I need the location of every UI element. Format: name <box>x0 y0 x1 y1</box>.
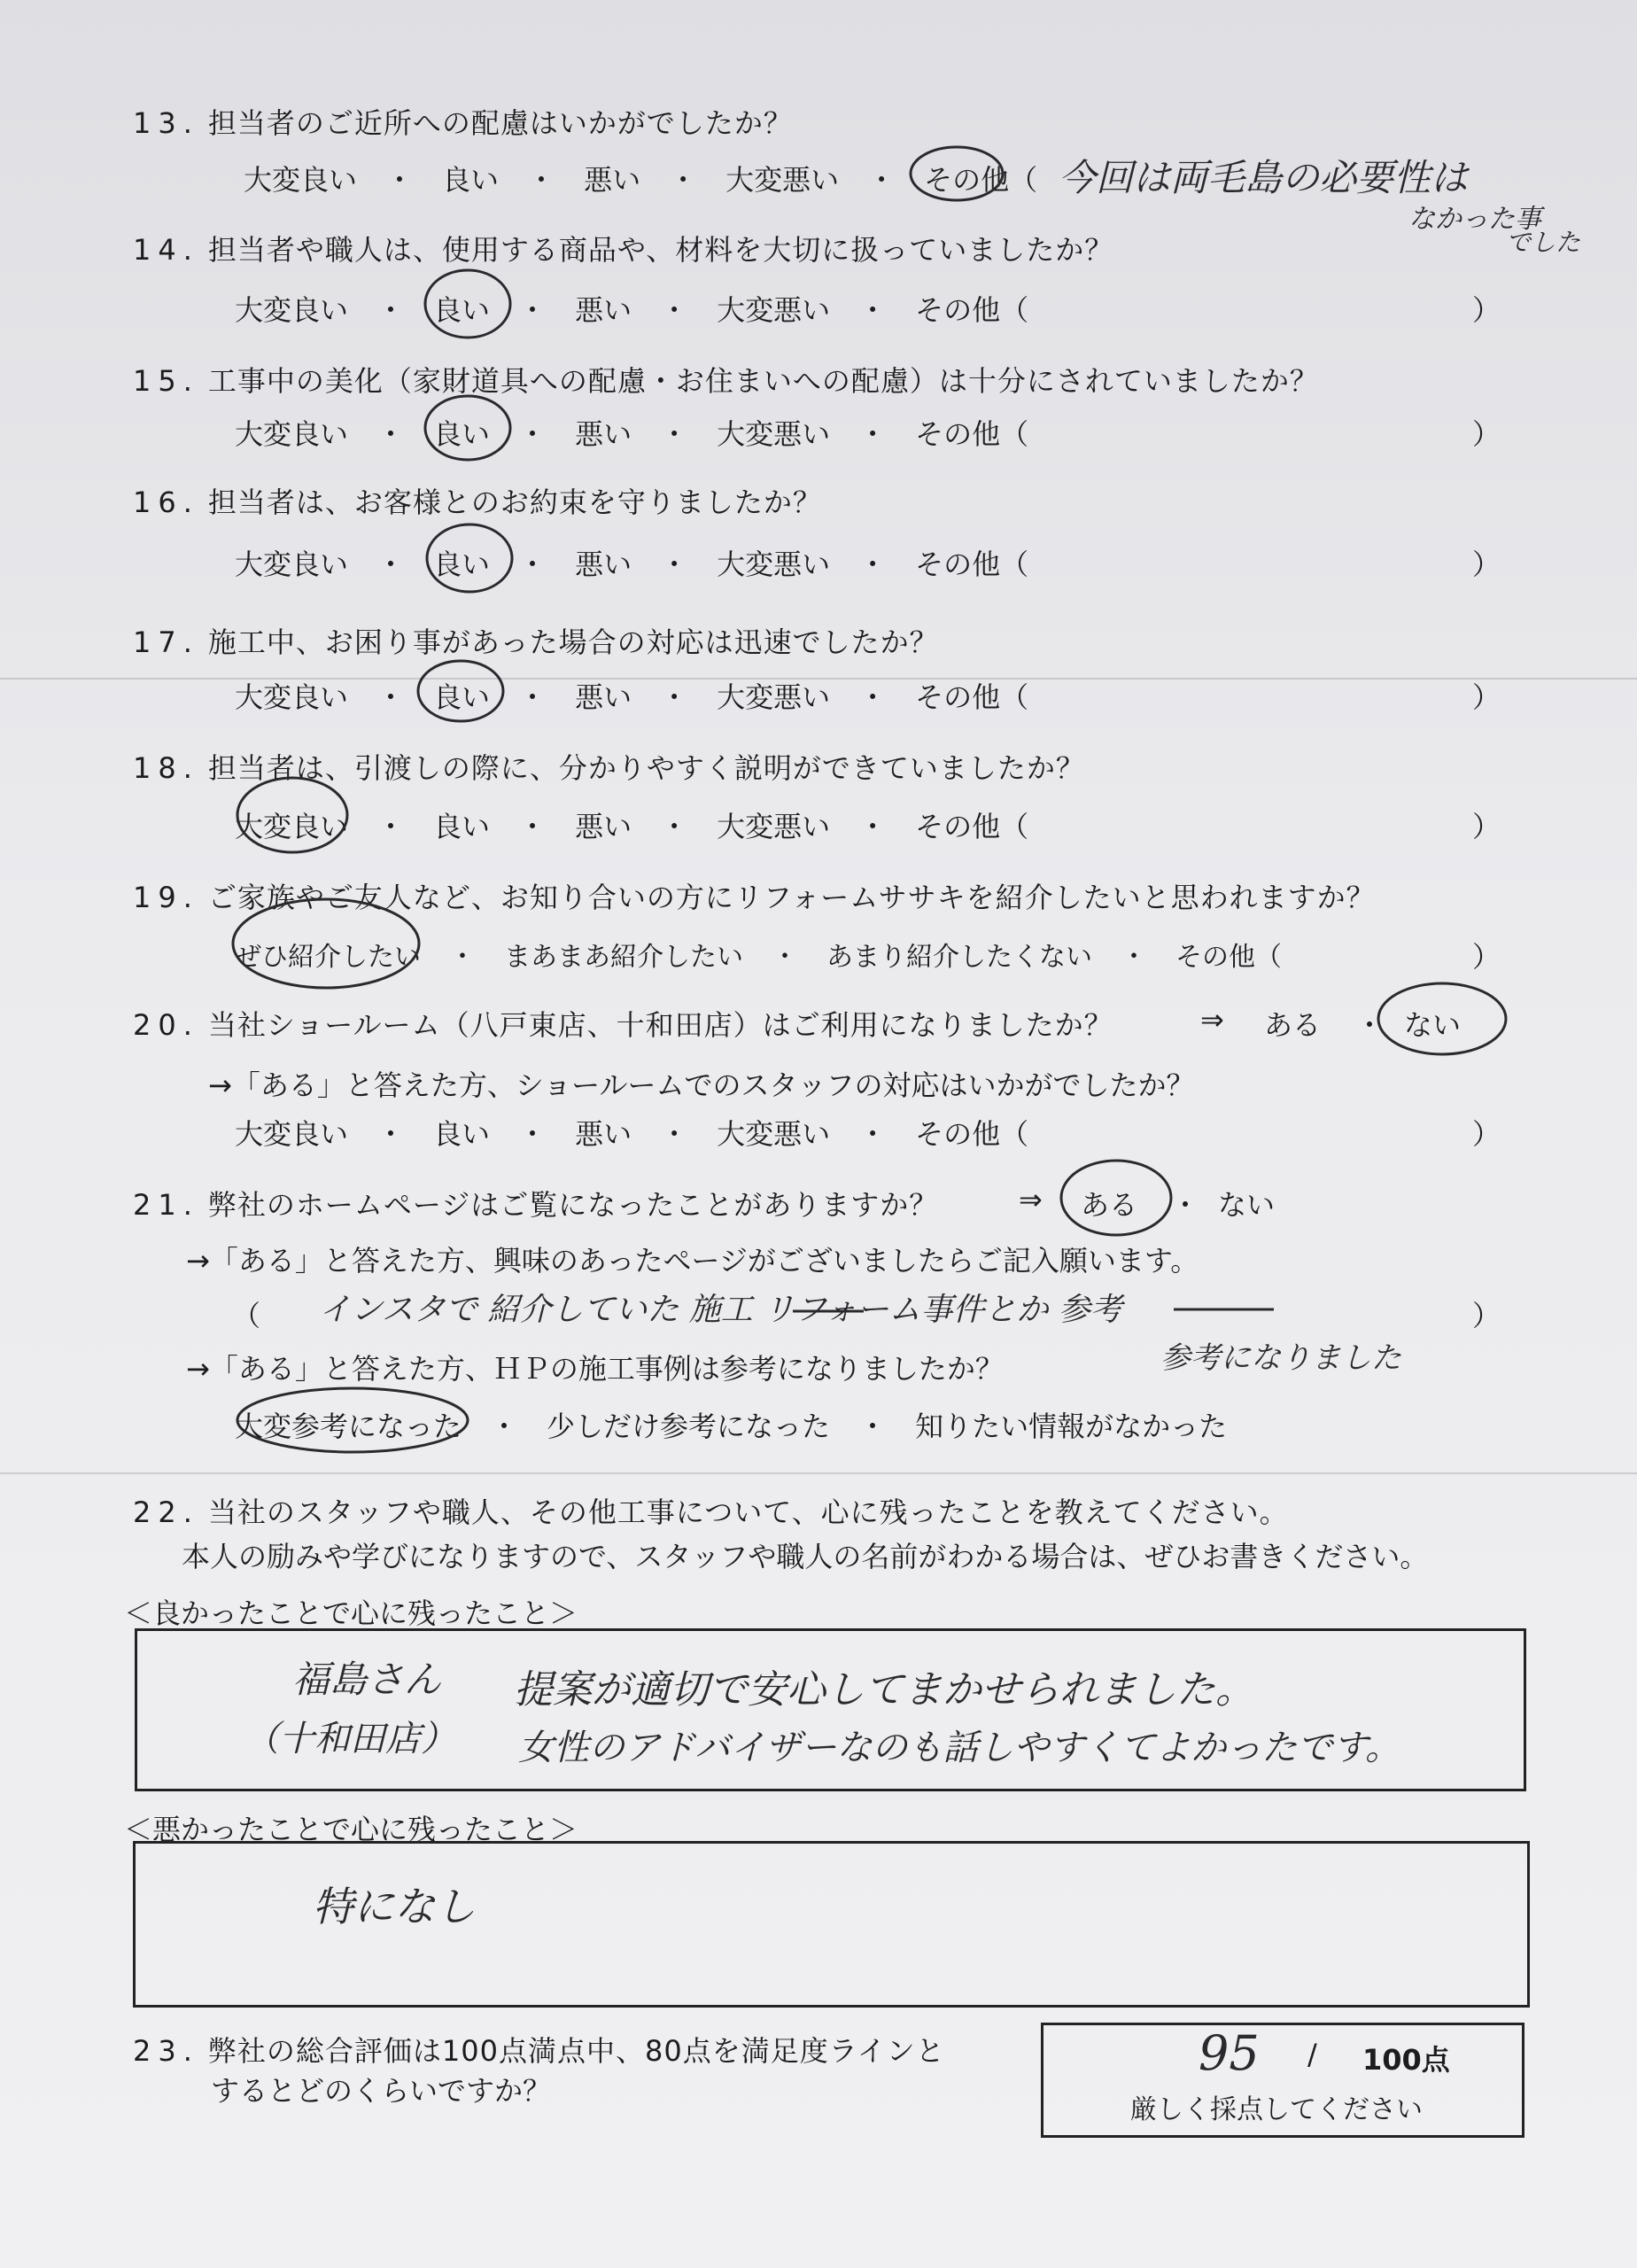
option-good[interactable]: 良い <box>442 163 500 197</box>
separator: ・ <box>660 810 689 843</box>
option-very-good[interactable]: 大変良い <box>235 548 349 581</box>
question-21 <box>133 1183 938 1223</box>
separator: ・ <box>518 548 547 581</box>
option-other[interactable]: その他（ <box>915 680 1029 714</box>
separator: ・ <box>858 1410 888 1443</box>
q21-option-yes[interactable]: ある <box>1081 1188 1138 1222</box>
good-comment-line-2: 女性のアドバイザーなのも話しやすくてよかったです。 <box>518 1728 1400 1768</box>
bad-comments-label: ＜悪かったことで心に残ったこと＞ <box>124 1813 578 1846</box>
question-text: 施工中、お困り事があった場合の対応は迅速でしたか？ <box>207 625 939 659</box>
score-note: 厳しく採点してください <box>1130 2094 1423 2125</box>
separator: ・ <box>449 942 476 973</box>
option-very-good[interactable]: 大変良い <box>244 163 358 197</box>
separator: ・ <box>1171 1188 1200 1222</box>
q21-option-no[interactable]: ない <box>1218 1188 1276 1222</box>
option-other[interactable]: その他（ <box>915 548 1029 581</box>
separator: ・ <box>858 810 888 843</box>
q17-options <box>235 675 1028 716</box>
question-14 <box>133 228 1113 268</box>
question-text: 弊社のホームページはご覧になったことがありますか？ <box>207 1188 939 1222</box>
option-bad[interactable]: 悪い <box>575 417 632 451</box>
separator: ・ <box>385 163 415 197</box>
option-slightly-helpful[interactable]: 少しだけ参考になった <box>547 1410 831 1443</box>
question-text: 担当者は、引渡しの際に、分かりやすく説明ができていましたか？ <box>207 751 1085 785</box>
q20-arrow: ⇒ <box>1200 1003 1224 1037</box>
question-15 <box>133 359 1319 400</box>
good-comment-line-1: 提案が適切で安心してまかせられました。 <box>514 1667 1254 1713</box>
separator: ・ <box>376 548 406 581</box>
q22-instruction-text: 本人の励みや学びになりますので、スタッフや職人の名前がわかる場合は、ぜひお書きください。 <box>182 1540 1429 1573</box>
q20-option-yes[interactable]: ある <box>1264 1008 1322 1042</box>
option-other[interactable]: その他（ <box>915 810 1029 843</box>
question-number: 16. <box>133 485 199 519</box>
separator: ・ <box>858 1117 888 1151</box>
bad-comments-box[interactable] <box>133 1841 1530 2008</box>
separator: ・ <box>518 1117 547 1151</box>
separator: ・ <box>858 680 888 714</box>
option-other[interactable]: その他（ <box>1175 942 1282 973</box>
separator: ・ <box>1121 942 1147 973</box>
staff-name-handwritten: 福島さん <box>292 1658 442 1701</box>
q21-handwritten-comment-2: 参考になりました <box>1160 1340 1401 1376</box>
option-very-bad[interactable]: 大変悪い <box>717 680 831 714</box>
paren-close: ） <box>1472 548 1501 581</box>
separator: ・ <box>660 1117 689 1151</box>
separator: ・ <box>772 942 798 973</box>
separator: ・ <box>660 417 689 451</box>
paren-close: ） <box>1472 1117 1501 1151</box>
question-text: 担当者は、お客様とのお約束を守りましたか？ <box>207 485 822 519</box>
separator: ・ <box>376 1117 406 1151</box>
option-bad[interactable]: 悪い <box>575 810 632 843</box>
option-very-bad[interactable]: 大変悪い <box>717 1117 831 1151</box>
paper-fold-line <box>0 1472 1637 1474</box>
separator: ・ <box>376 680 406 714</box>
option-very-good[interactable]: 大変良い <box>235 293 349 327</box>
question-number: 17. <box>133 625 199 659</box>
separator: ・ <box>858 293 888 327</box>
separator: ・ <box>376 293 406 327</box>
paren-close: ） <box>1472 810 1501 843</box>
option-bad[interactable]: 悪い <box>584 163 641 197</box>
question-17 <box>133 620 939 661</box>
q21-handwritten-comment: インスタで 紹介していた 施工 リフォーム事件とか 参考 <box>319 1292 1122 1328</box>
paren-close: ） <box>1472 1299 1501 1332</box>
question-text: ご家族やご友人など、お知り合いの方にリフォームササキを紹介したいと思われますか？ <box>207 881 1376 914</box>
option-very-bad[interactable]: 大変悪い <box>725 163 840 197</box>
question-text-2: するとどのくらいですか？ <box>211 2074 552 2108</box>
separator: ・ <box>1355 1008 1385 1042</box>
option-definitely-recommend[interactable]: ぜひ紹介したい <box>235 942 421 973</box>
q13-handwritten-comment: 今回は両毛島の必要性は <box>1059 156 1469 199</box>
separator: ・ <box>376 810 406 843</box>
option-good[interactable]: 良い <box>433 548 491 581</box>
separator: ・ <box>518 680 547 714</box>
option-other[interactable]: その他（ <box>915 417 1029 451</box>
option-good[interactable]: 良い <box>433 417 491 451</box>
separator: ・ <box>858 548 888 581</box>
separator: ・ <box>660 548 689 581</box>
option-bad[interactable]: 悪い <box>575 293 632 327</box>
q14-options <box>235 288 1028 329</box>
separator: ・ <box>858 417 888 451</box>
question-text: 工事中の美化（家財道具への配慮・お住まいへの配慮）は十分にされていましたか？ <box>207 364 1319 398</box>
q18-options <box>235 804 1028 845</box>
question-16 <box>133 480 822 521</box>
option-bad[interactable]: 悪い <box>575 1117 632 1151</box>
good-comments-box[interactable] <box>135 1628 1526 1791</box>
paren-close: ） <box>1472 293 1501 327</box>
q21-arrow: ⇒ <box>1019 1183 1043 1216</box>
separator: ・ <box>518 293 547 327</box>
option-other[interactable]: その他（ <box>924 163 1038 197</box>
paren-close: ） <box>1472 680 1501 714</box>
option-very-good[interactable]: 大変良い <box>235 680 349 714</box>
separator: ・ <box>518 810 547 843</box>
question-22 <box>133 1490 1289 1531</box>
question-23 <box>133 2029 945 2070</box>
option-very-bad[interactable]: 大変悪い <box>717 548 831 581</box>
question-text: 弊社の総合評価は100点満点中、80点を満足度ラインと <box>207 2034 945 2068</box>
option-very-good[interactable]: 大変良い <box>235 1117 349 1151</box>
separator: ・ <box>527 163 556 197</box>
q21-options <box>235 1404 1227 1445</box>
option-good[interactable]: 良い <box>433 293 491 327</box>
question-number: 20. <box>133 1008 199 1042</box>
question-number: 19. <box>133 881 199 914</box>
question-number: 21. <box>133 1188 199 1222</box>
paren-close: ） <box>1472 417 1501 451</box>
option-very-good[interactable]: 大変良い <box>235 417 349 451</box>
q19-options <box>235 935 1282 974</box>
option-bad[interactable]: 悪い <box>575 680 632 714</box>
score-max: 100点 <box>1362 2043 1450 2077</box>
question-number: 22. <box>133 1495 199 1529</box>
q21-followup-text: →「ある」と答えた方、興味のあったページがございましたらご記入願います。 <box>186 1244 1199 1278</box>
separator: ・ <box>867 163 896 197</box>
option-other[interactable]: その他（ <box>915 293 1029 327</box>
question-text: 当社のスタッフや職人、その他工事について、心に残ったことを教えてください。 <box>207 1495 1289 1529</box>
option-good[interactable]: 良い <box>433 680 491 714</box>
option-bad[interactable]: 悪い <box>575 548 632 581</box>
question-13 <box>133 101 793 142</box>
score-box[interactable] <box>1041 2023 1525 2138</box>
option-no-info[interactable]: 知りたい情報がなかった <box>915 1410 1228 1443</box>
question-text: 担当者や職人は、使用する商品や、材料を大切に扱っていましたか？ <box>207 233 1114 267</box>
option-very-bad[interactable]: 大変悪い <box>717 293 831 327</box>
option-somewhat-recommend[interactable]: まあまあ紹介したい <box>504 942 743 973</box>
separator: ・ <box>376 417 406 451</box>
option-not-really-recommend[interactable]: あまり紹介したくない <box>826 942 1092 973</box>
q20-options <box>235 1112 1028 1153</box>
option-good[interactable]: 良い <box>433 810 491 843</box>
question-19 <box>133 875 1376 916</box>
option-very-good[interactable]: 大変良い <box>235 810 349 843</box>
separator: ・ <box>660 293 689 327</box>
paren-open: （ <box>232 1299 261 1332</box>
good-comments-label: ＜良かったことで心に残ったこと＞ <box>124 1596 578 1630</box>
q20-followup-text: →「ある」と答えた方、ショールームでのスタッフの対応はいかがでしたか？ <box>208 1068 1195 1102</box>
q13-handwritten-comment-2: なかった事 <box>1408 204 1541 235</box>
question-number: 13. <box>133 106 199 140</box>
question-20 <box>133 1003 1113 1044</box>
paren-close: ） <box>1472 940 1501 974</box>
option-good[interactable]: 良い <box>433 1117 491 1151</box>
option-very-bad[interactable]: 大変悪い <box>717 417 831 451</box>
staff-store-handwritten: （十和田店） <box>244 1719 456 1759</box>
option-other[interactable]: その他（ <box>915 1117 1029 1151</box>
option-very-helpful[interactable]: 大変参考になった <box>235 1410 462 1443</box>
score-slash: / <box>1307 2038 1317 2071</box>
separator: ・ <box>518 417 547 451</box>
q13-options <box>244 158 1037 198</box>
q21-followup-text-2: →「ある」と答えた方、ＨＰの施工事例は参考になりましたか？ <box>186 1352 1004 1386</box>
separator: ・ <box>490 1410 519 1443</box>
q20-option-no[interactable]: ない <box>1404 1008 1462 1042</box>
score-handwritten: 95 <box>1199 2025 1260 2081</box>
q16-options <box>235 542 1028 583</box>
question-text: 担当者のご近所への配慮はいかがでしたか？ <box>207 106 793 140</box>
question-number: 14. <box>133 233 199 267</box>
question-number: 23. <box>133 2034 199 2068</box>
separator: ・ <box>669 163 698 197</box>
question-text: 当社ショールーム（八戸東店、十和田店）はご利用になりましたか？ <box>207 1008 1113 1042</box>
bad-comment-handwritten: 特になし <box>313 1883 476 1930</box>
separator: ・ <box>660 680 689 714</box>
option-very-bad[interactable]: 大変悪い <box>717 810 831 843</box>
q13-handwritten-comment-3: でした <box>1506 228 1581 257</box>
q15-options <box>235 412 1028 453</box>
question-18 <box>133 746 1085 787</box>
question-number: 18. <box>133 751 199 785</box>
question-number: 15. <box>133 364 199 398</box>
